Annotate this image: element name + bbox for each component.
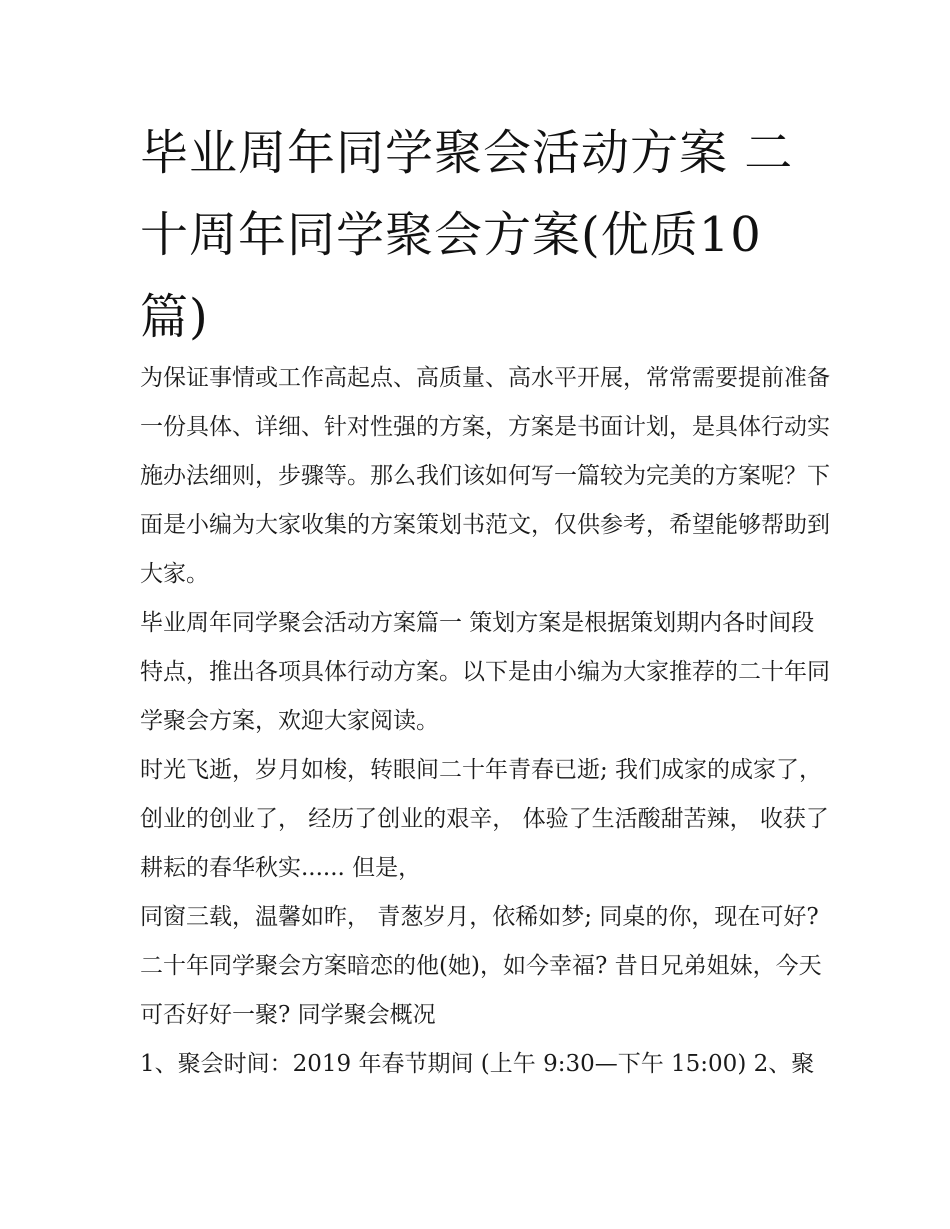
document-title: 毕业周年同学聚会活动方案 二十周年同学聚会方案(优质10篇) <box>140 125 794 345</box>
paragraph-classmates: 同窗三载，温馨如昨， 青葱岁月，依稀如梦; 同桌的你，现在可好?二十年同学聚会方案暗恋的他(她)，如今幸福? 昔日兄弟姐妹，今天可否好好一聚? 同学聚会概况 <box>140 904 822 1028</box>
document-body <box>140 354 830 1089</box>
paragraph-time-flies: 时光飞逝，岁月如梭，转眼间二十年青春已逝; 我们成家的成家了， 创业的创业了， 经历了创业的艰辛， 体验了生活酸甜苦辣， 收获了耕耘的春华秋实...... 但是， <box>140 757 829 881</box>
paragraph-intro: 为保证事情或工作高起点、高质量、高水平开展，常常需要提前准备一份具体、详细、针对性强的方案，方案是书面计划，是具体行动实施办法细则，步骤等。那么我们该如何写一篇较为完美的方案呢？下面是小编为大家收集的方案策划书范文，仅供参考，希望能够帮助到大家。 <box>140 365 830 587</box>
paragraph-gathering-time: 1、聚会时间：2019 年春节期间 (上午 9:30—下午 15:00) 2、聚 <box>140 1051 815 1077</box>
paragraph-chapter-one: 毕业周年同学聚会活动方案篇一 策划方案是根据策划期内各时间段特点，推出各项具体行动方案。以下是由小编为大家推荐的二十年同学聚会方案，欢迎大家阅读。 <box>140 610 830 734</box>
